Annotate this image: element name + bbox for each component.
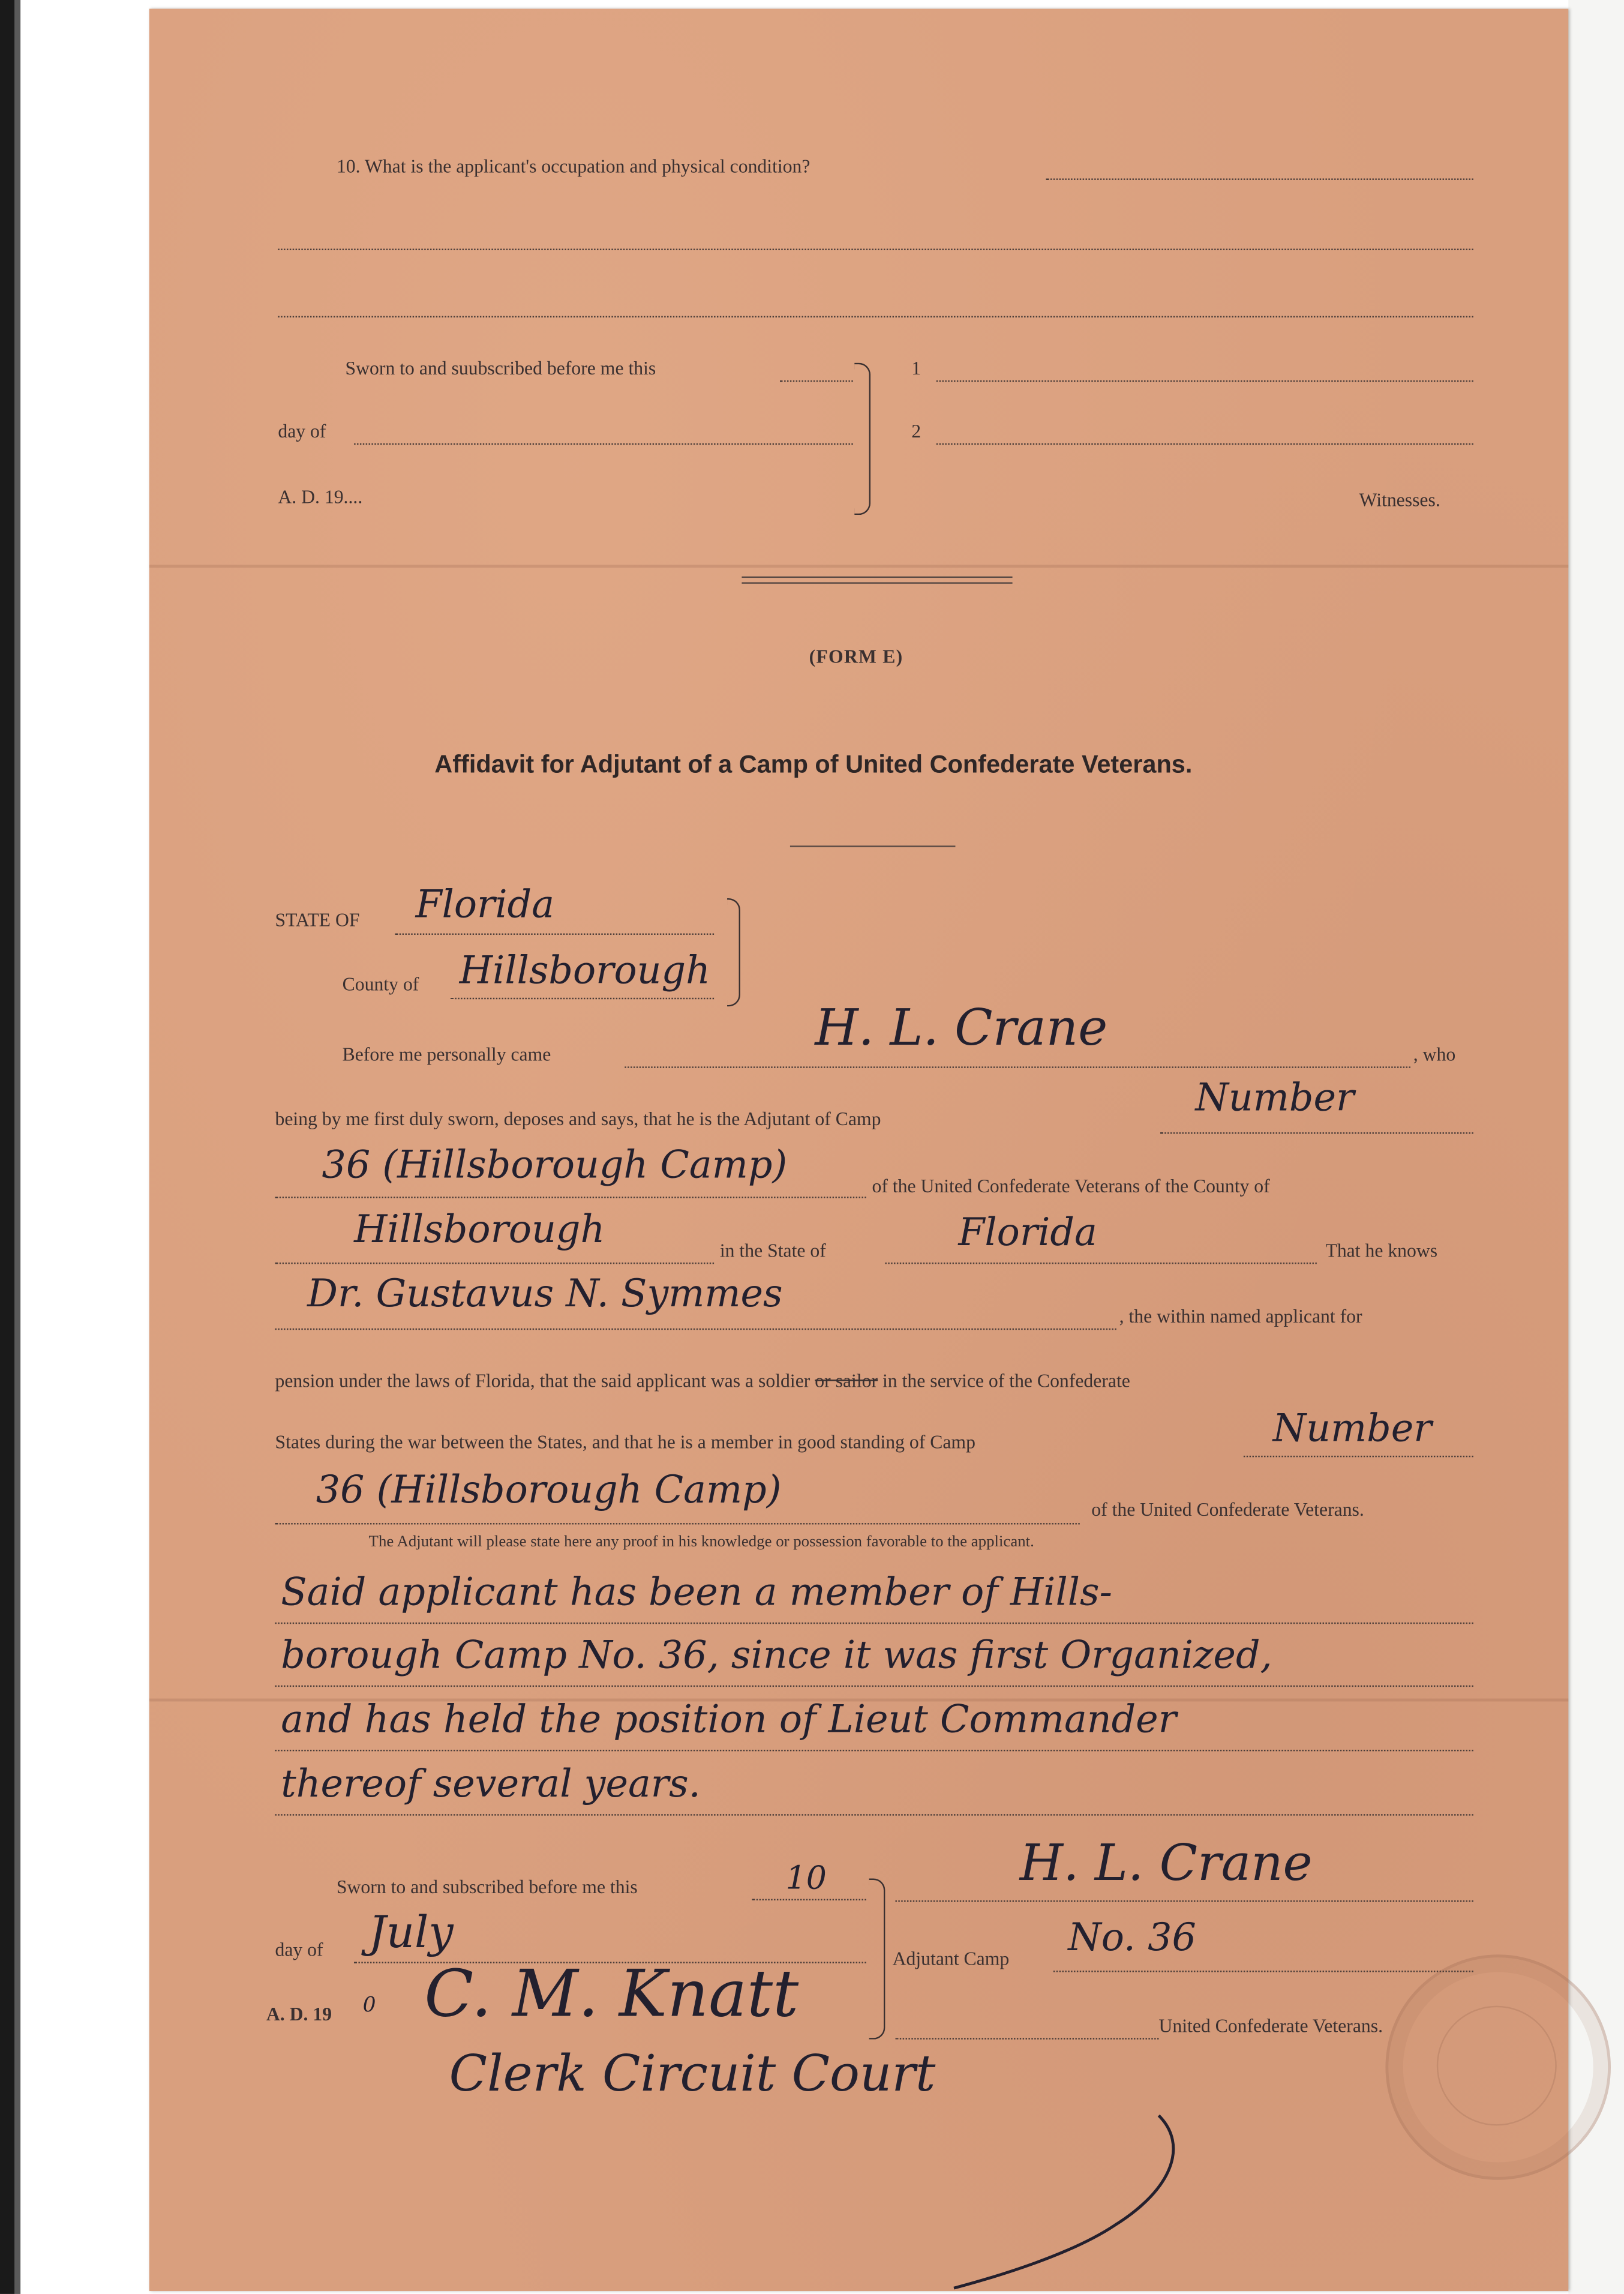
sailor-struck: or sailor [815, 1369, 878, 1392]
camp-number-2: Number [1272, 1407, 1432, 1452]
scan-edge-right [1568, 0, 1624, 2294]
proof-text-3: and has held the position of Lieut Commander [281, 1698, 1177, 1743]
document-page [149, 9, 1569, 2291]
applicant-name: Dr. Gustavus N. Symmes [307, 1273, 783, 1317]
day-of-line-top [354, 443, 853, 445]
form-id: (FORM E) [809, 645, 903, 667]
proof-line [275, 1814, 1473, 1815]
camp-number-line-2 [1244, 1456, 1473, 1457]
proof-text-2: borough Camp No. 36, since it was first Organized, [281, 1634, 1272, 1678]
proof-line [275, 1750, 1473, 1751]
day-of-label-bottom: day of [275, 1938, 323, 1961]
camp-number-1: Number [1195, 1076, 1355, 1121]
county-value: Hillsborough [459, 949, 710, 994]
state-of-camp-line [885, 1263, 1316, 1264]
camp-detail-2: 36 (Hillsborough Camp) [316, 1468, 782, 1513]
in-state-label: in the State of [719, 1239, 826, 1261]
line-3b-text: in the service of the Confederate [882, 1369, 1130, 1392]
adjutant-instruction: The Adjutant will please state here any proof in his knowledge or possession favorable to the applicant. [368, 1533, 1034, 1551]
before-label: Before me personally came [342, 1043, 551, 1065]
county-of-camp-line [275, 1263, 714, 1264]
sworn-day-value: 10 [785, 1861, 827, 1898]
camp-detail-line-1 [275, 1197, 866, 1198]
affidavit-line-5: of the United Confederate Veterans. [1091, 1498, 1364, 1521]
divider-rule [742, 582, 1012, 583]
bracket-state-county [727, 898, 740, 1006]
county-of-camp: Hillsborough [354, 1208, 605, 1253]
adjutant-camp-line [1053, 1971, 1473, 1972]
sworn-label-bottom: Sworn to and subscribed before me this [336, 1875, 638, 1898]
clerk-signature-flourish [939, 2086, 1203, 2291]
adjutant-name-line [625, 1066, 1410, 1067]
adjutant-signature: H. L. Crane [1019, 1834, 1313, 1893]
camp-detail-line-2 [275, 1523, 1079, 1524]
county-label: County of [342, 973, 419, 995]
clerk-signature: C. M. Knatt [424, 1957, 799, 2032]
witness-2-line [936, 443, 1473, 445]
state-label: STATE OF [275, 908, 360, 931]
state-value: Florida [415, 883, 555, 928]
knows-label: That he knows [1325, 1239, 1438, 1261]
scan-edge-left [0, 0, 14, 2294]
title-underline [790, 845, 956, 847]
line-3-text: pension under the laws of Florida, that the said applicant was a soldier [275, 1369, 811, 1392]
proof-line [275, 1686, 1473, 1687]
camp-detail-1: 36 (Hillsborough Camp) [322, 1144, 788, 1188]
affidavit-line-4: States during the war between the States, and that he is a member in good standing of Camp [275, 1431, 975, 1453]
camp-number-line-1 [1160, 1132, 1473, 1133]
witness-1-line [936, 380, 1473, 382]
ucv-label: United Confederate Veterans. [1158, 2014, 1383, 2037]
proof-text-4: thereof several years. [281, 1762, 701, 1807]
witness-1-number: 1 [911, 356, 921, 379]
witness-2-number: 2 [911, 419, 921, 442]
proof-text-1: Said applicant has been a member of Hills- [281, 1571, 1112, 1615]
ucv-line [895, 2038, 1158, 2039]
divider-rule [742, 577, 1012, 578]
affidavit-line-3 [275, 1369, 1130, 1393]
clerk-title: Clerk Circuit Court [449, 2045, 936, 2104]
applicant-label: , the within named applicant for [1119, 1305, 1362, 1327]
bracket-bottom [869, 1879, 885, 2040]
ad-label-bottom: A. D. 19 [266, 2002, 332, 2025]
scan-edge-shadow [14, 0, 20, 2294]
ad-label-top: A. D. 19.... [278, 485, 363, 508]
adjutant-camp-label: Adjutant Camp [892, 1947, 1010, 1969]
proof-line [275, 1623, 1473, 1624]
question-10-answer-line [278, 316, 1473, 317]
form-title: Affidavit for Adjutant of a Camp of United Confederate Veterans. [434, 750, 1193, 779]
embossed-seal-center [1437, 2006, 1557, 2126]
affidavit-line-1: being by me first duly sworn, deposes and says, that he is the Adjutant of Camp [275, 1107, 881, 1130]
day-of-label-top: day of [278, 419, 326, 442]
witnesses-label: Witnesses. [1359, 488, 1440, 511]
county-line [451, 998, 714, 999]
affidavit-line-2: of the United Confederate Veterans of the County of [872, 1174, 1270, 1197]
state-of-camp: Florida [958, 1211, 1097, 1255]
month-value: July [368, 1908, 454, 1959]
bracket-top [854, 363, 870, 515]
who-label: , who [1413, 1043, 1456, 1065]
question-10-label: 10. What is the applicant's occupation and physical condition? [336, 155, 811, 178]
adjutant-signature-line [895, 1900, 1473, 1902]
sworn-day-line-bottom [752, 1899, 866, 1900]
adjutant-camp-value: No. 36 [1068, 1916, 1196, 1961]
applicant-name-line [275, 1329, 1116, 1330]
sworn-label-top: Sworn to and suubscribed before me this [345, 356, 656, 379]
question-10-answer-line [1046, 178, 1473, 179]
question-10-answer-line [278, 248, 1473, 250]
sworn-day-line-top [780, 380, 853, 382]
year-value: 0 [362, 1994, 376, 2018]
state-line [395, 934, 714, 935]
adjutant-name: H. L. Crane [815, 999, 1108, 1058]
fold-crease [149, 565, 1569, 568]
